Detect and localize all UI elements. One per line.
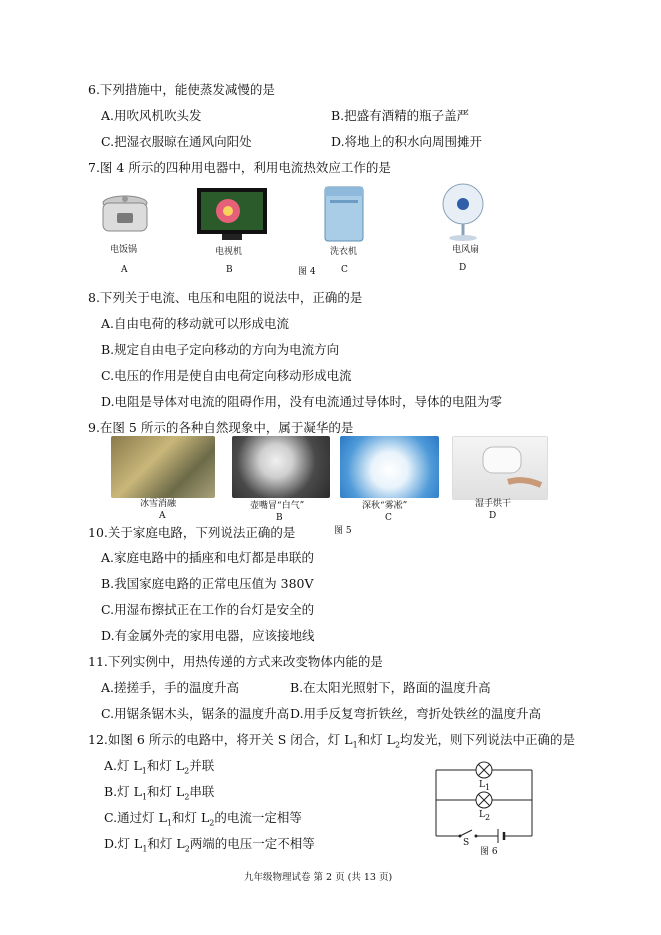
battery-symbol (498, 829, 504, 843)
tv-image (196, 187, 268, 241)
q7-label-c: 洗衣机 (330, 247, 358, 257)
q10-option-c: C.用湿布擦拭正在工作的台灯是安全的 (101, 602, 315, 617)
circuit-diagram (430, 758, 540, 858)
q9-label-d: 湿手烘干 (475, 499, 512, 509)
q7-letter-d: D (459, 263, 467, 273)
q9-letter-d: D (489, 511, 497, 521)
switch-contact (459, 835, 462, 838)
switch-contact (475, 835, 478, 838)
circuit-label-l1: $L_1$ (479, 780, 491, 792)
q7-label-b: 电视机 (215, 247, 243, 257)
q12-option-d: D.灯 $L_1$和灯 $L_2$两端的电压一定不相等 (104, 836, 315, 854)
q10-option-a: A.家庭电路中的插座和电灯都是串联的 (101, 550, 315, 565)
lamp-l2-symbol (476, 792, 492, 808)
q11-option-c: C.用锯条锯木头，锯条的温度升高 (101, 706, 290, 721)
q11-option-b: B.在太阳光照射下，路面的温度升高 (290, 680, 491, 695)
q11-stem: 11.下列实例中，用热传递的方式来改变物体内能的是 (88, 654, 383, 669)
q11-option-a: A.搓搓手，手的温度升高 (101, 680, 240, 695)
frost-rime-image (340, 436, 439, 498)
q6-option-b: B.把盛有酒精的瓶子盖严 (331, 108, 470, 123)
q9-letter-a: A (159, 511, 166, 521)
q9-letter-c: C (385, 513, 392, 523)
q6-stem: 6.下列措施中，能使蒸发减慢的是 (88, 82, 275, 97)
q7-label-a: 电饭锅 (110, 245, 138, 255)
q7-letter-b: B (226, 265, 233, 275)
q8-option-c: C.电压的作用是使自由电荷定向移动形成电流 (101, 368, 352, 383)
q9-label-b: 壶嘴冒“白气” (250, 501, 305, 511)
page-footer: 九年级物理试卷 第 2 页 (共 13 页) (244, 872, 393, 883)
q10-stem: 10.关于家庭电路，下列说法正确的是 (88, 525, 296, 540)
q8-stem: 8.下列关于电流、电压和电阻的说法中，正确的是 (88, 290, 363, 305)
washing-machine-image (324, 186, 364, 242)
q8-option-b: B.规定自由电子定向移动的方向为电流方向 (101, 342, 340, 357)
kettle-steam-image (232, 436, 330, 498)
q10-option-d: D.有金属外壳的家用电器，应该接地线 (101, 628, 315, 643)
q7-label-d: 电风扇 (452, 245, 480, 255)
q9-label-c: 深秋“雾凇” (362, 501, 408, 511)
q12-option-b: B.灯 $L_1$和灯 $L_2$串联 (104, 784, 215, 802)
q12-option-c: C.通过灯 $L_1$和灯 $L_2$的电流一定相等 (104, 810, 302, 828)
q6-option-d: D.将地上的积水向周围摊开 (331, 134, 483, 149)
melting-ice-image (111, 436, 215, 498)
q9-figure-label: 图 5 (334, 526, 352, 536)
q6-option-c: C.把湿衣服晾在通风向阳处 (101, 134, 252, 149)
q7-stem: 7.图 4 所示的四种用电器中，利用电流热效应工作的是 (88, 160, 391, 175)
q10-option-b: B.我国家庭电路的正常电压值为 380V (101, 576, 314, 591)
rice-cooker-image (100, 193, 150, 238)
q7-letter-a: A (121, 265, 128, 275)
q8-option-d: D.电阻是导体对电流的阻碍作用，没有电流通过导体时，导体的电阻为零 (101, 394, 503, 409)
q8-option-a: A.自由电荷的移动就可以形成电流 (101, 316, 290, 331)
q11-option-d: D.用手反复弯折铁丝，弯折处铁丝的温度升高 (290, 706, 542, 721)
q9-label-a: 冰雪消融 (140, 499, 177, 509)
circuit-figure-label: 图 6 (480, 847, 498, 857)
q7-letter-c: C (341, 265, 348, 275)
q7-figure-label: 图 4 (298, 267, 316, 277)
q12-option-a: A.灯 $L_1$和灯 $L_2$并联 (104, 758, 215, 776)
q9-stem: 9.在图 5 所示的各种自然现象中，属于凝华的是 (88, 420, 354, 435)
circuit-label-s: S (463, 838, 470, 848)
electric-fan-image (433, 182, 493, 242)
lamp-l1-symbol (476, 762, 492, 778)
circuit-label-l2: $L_2$ (479, 810, 491, 822)
hand-dryer-image (452, 436, 548, 500)
q6-option-a: A.用吹风机吹头发 (101, 108, 202, 123)
q12-stem: 12.如图 6 所示的电路中，将开关 S 闭合，灯 $L_1$和灯 $L_2$均发光，则下列说法中正确的是 (88, 732, 576, 750)
q9-letter-b: B (276, 513, 283, 523)
